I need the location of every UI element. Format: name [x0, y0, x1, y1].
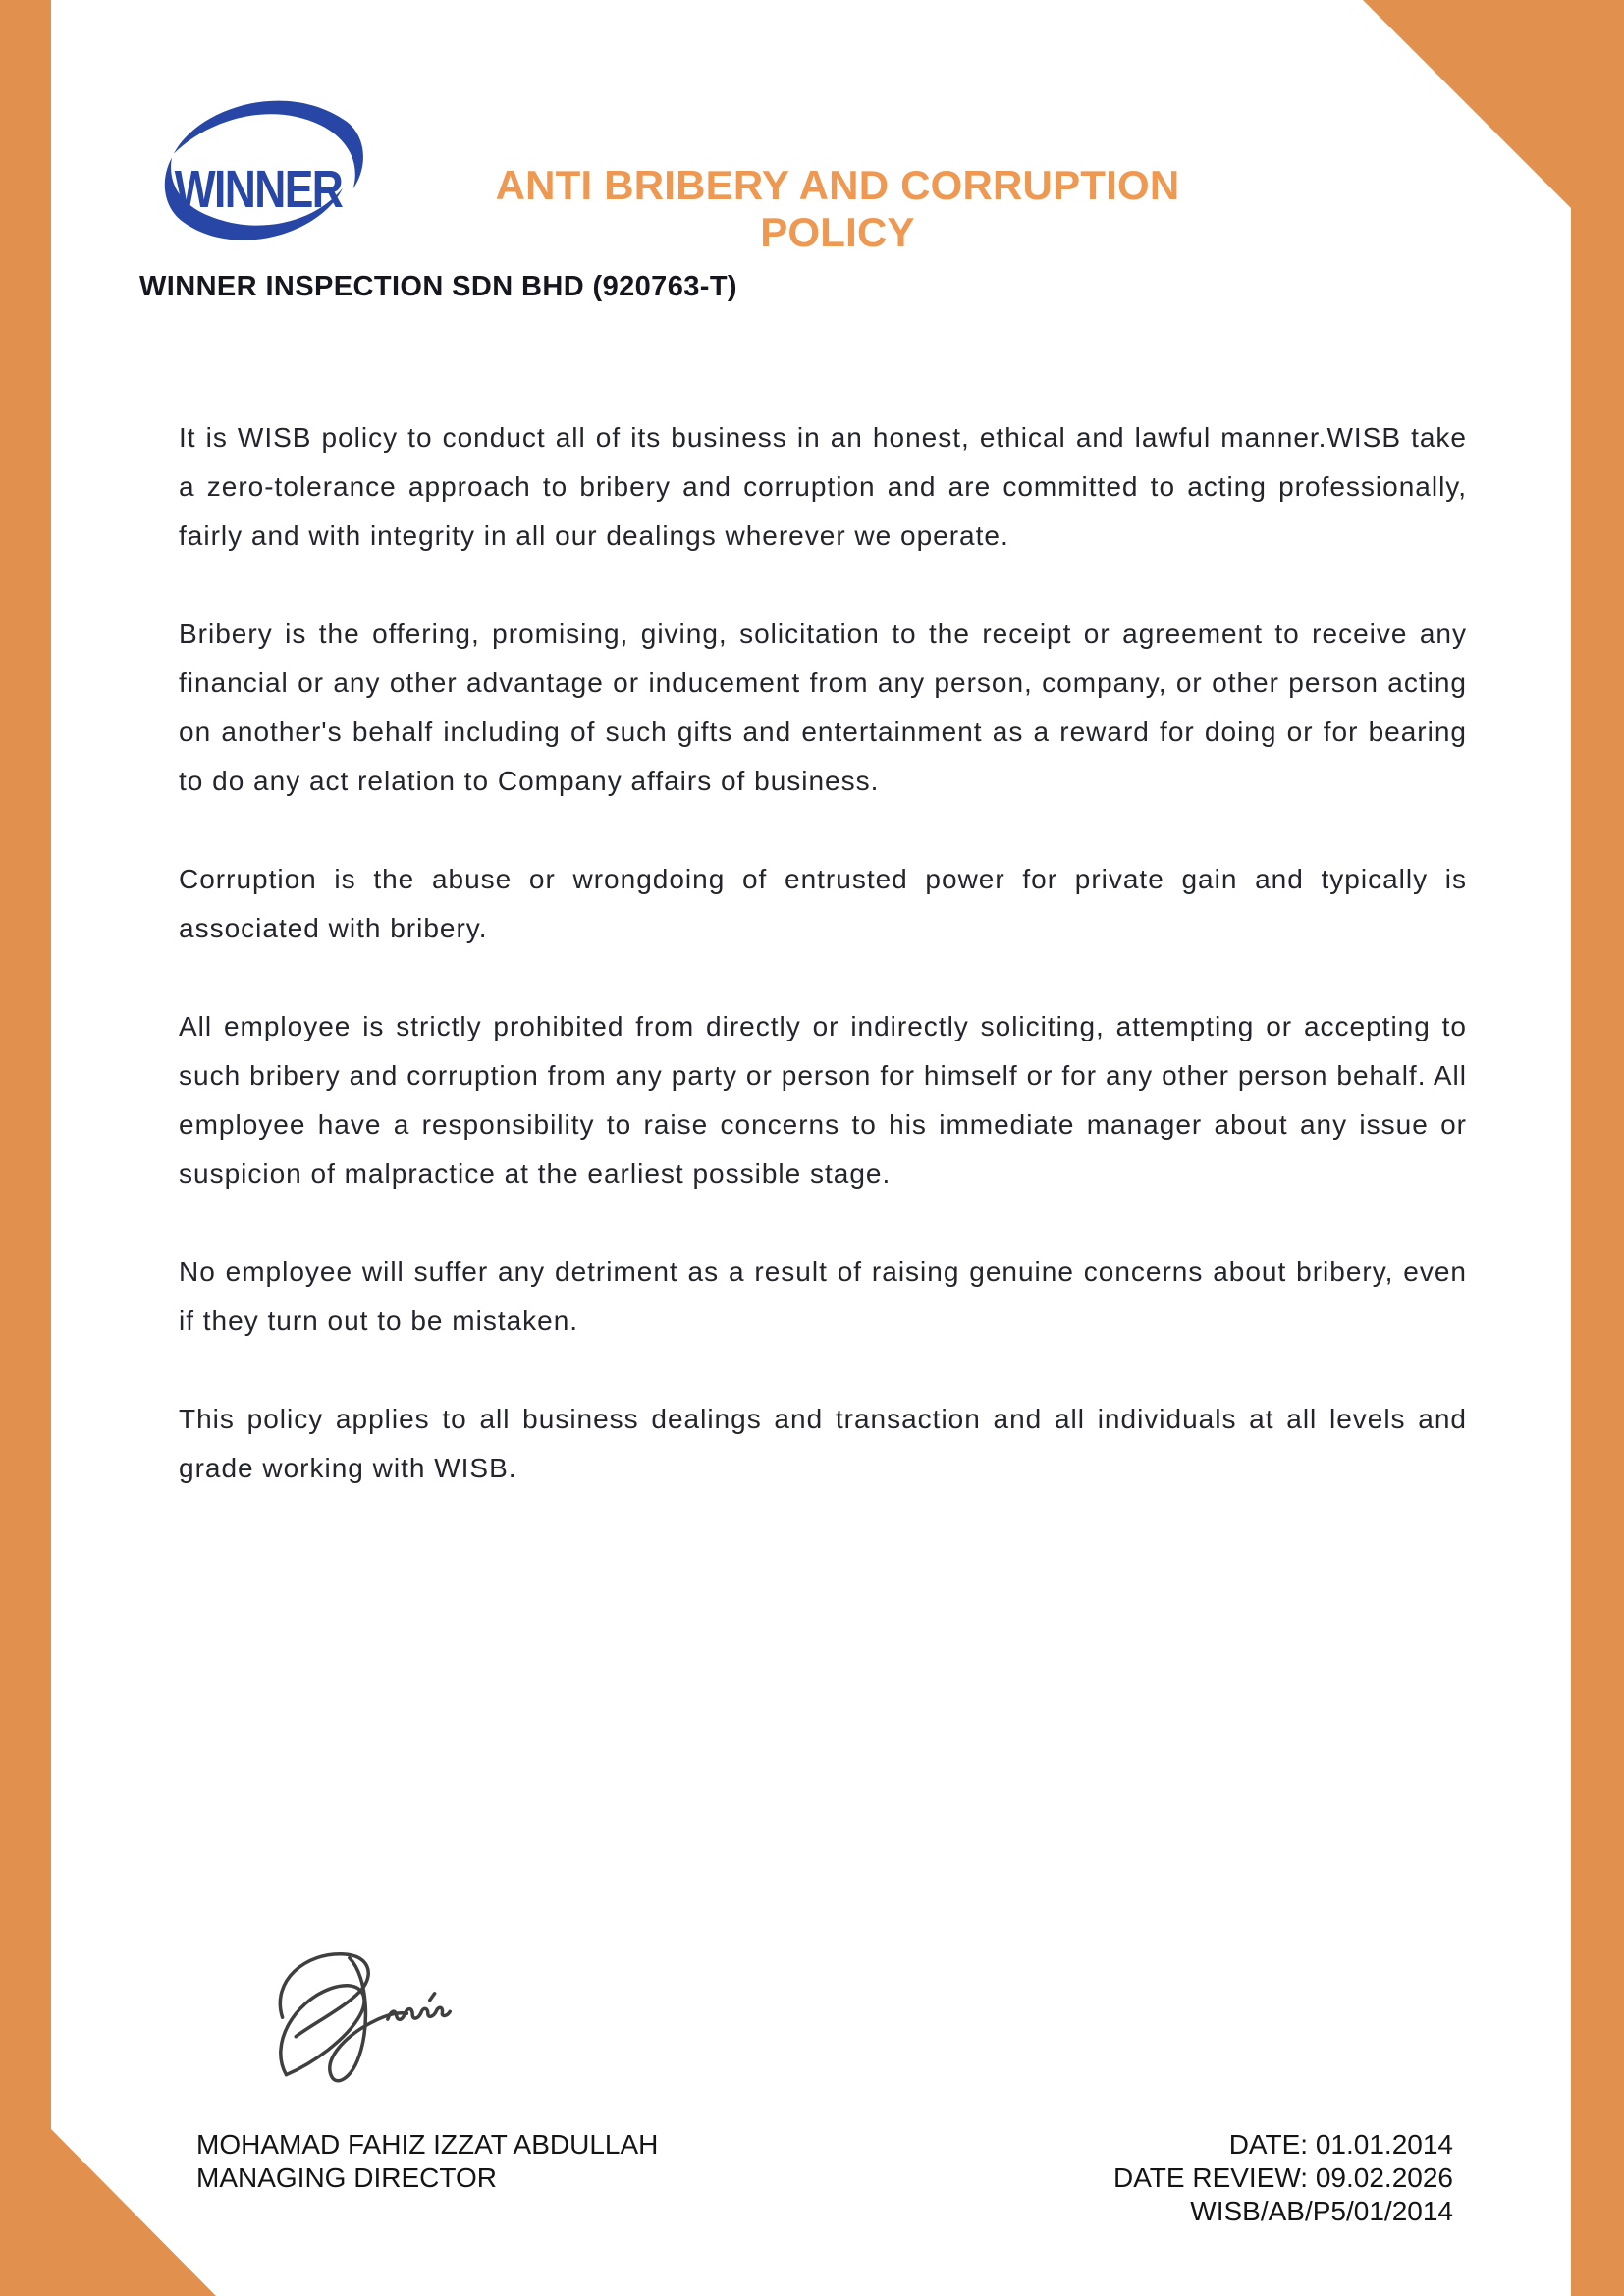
- reference-line: WISB/AB/P5/01/2014: [1190, 2196, 1453, 2226]
- policy-body: [179, 413, 1467, 1542]
- signatory-title: MANAGING DIRECTOR: [196, 2163, 497, 2193]
- bottom-left-corner-accent: [51, 2129, 216, 2296]
- signature-graphic: [267, 1942, 459, 2107]
- company-registration-line: WINNER INSPECTION SDN BHD (920763-T): [139, 271, 737, 302]
- policy-paragraph-5: No employee will suffer any detriment as a result of raising genuine concerns about bribery, even if they turn out to be mistaken.: [179, 1256, 1467, 1336]
- date-review-line: DATE REVIEW: 09.02.2026: [1112, 2163, 1453, 2193]
- document-title-line1: ANTI BRIBERY AND CORRUPTION: [495, 162, 1180, 208]
- policy-paragraph-3: Corruption is the abuse or wrongdoing of entrusted power for private gain and typically is associated with bribery.: [179, 864, 1467, 943]
- winner-logo-graphic: [143, 84, 371, 259]
- left-edge-accent: [0, 0, 51, 2296]
- signatory-name: MOHAMAD FAHIZ IZZAT ABDULLAH: [196, 2129, 659, 2160]
- signature-stroke: [430, 1994, 435, 2001]
- policy-paragraph-6: This policy applies to all business dealings and transaction and all individuals at all levels and grade working with WISB.: [179, 1404, 1467, 1483]
- signature-image: [267, 1942, 459, 2107]
- top-right-corner-accent: [1363, 0, 1571, 208]
- policy-paragraph-2: Bribery is the offering, promising, giving, solicitation to the receipt or agreement to receive any financial or any other advantage or inducement from any person, company, or other person acting on another's behalf including of such gifts and entertainment as a reward for doing or for bearing to do any act relation to Company affairs of business.: [179, 618, 1467, 796]
- logo-text: WINNER: [174, 159, 343, 219]
- document-title: [461, 162, 1214, 256]
- winner-logo: [143, 84, 371, 259]
- signatory-block: [196, 2128, 658, 2195]
- document-title-line2: POLICY: [760, 209, 915, 255]
- date-line: DATE: 01.01.2014: [1228, 2129, 1453, 2160]
- document-dates-block: [1113, 2128, 1453, 2228]
- signature-stroke: [388, 2007, 450, 2019]
- policy-paragraph-1: It is WISB policy to conduct all of its business in an honest, ethical and lawful manner.WISB take a zero-tolerance approach to bribery and corruption and are committed to acting professionally, fairly and with integrity in all our dealings wherever we operate.: [179, 422, 1467, 551]
- right-edge-accent: [1571, 0, 1624, 2296]
- policy-paragraph-4: All employee is strictly prohibited from directly or indirectly soliciting, attempting or accepting to such bribery and corruption from any party or person for himself or for any other person behalf. All employee have a responsibility to raise concerns to his immediate manager about any issue or suspicion of malpractice at the earliest possible stage.: [179, 1011, 1467, 1189]
